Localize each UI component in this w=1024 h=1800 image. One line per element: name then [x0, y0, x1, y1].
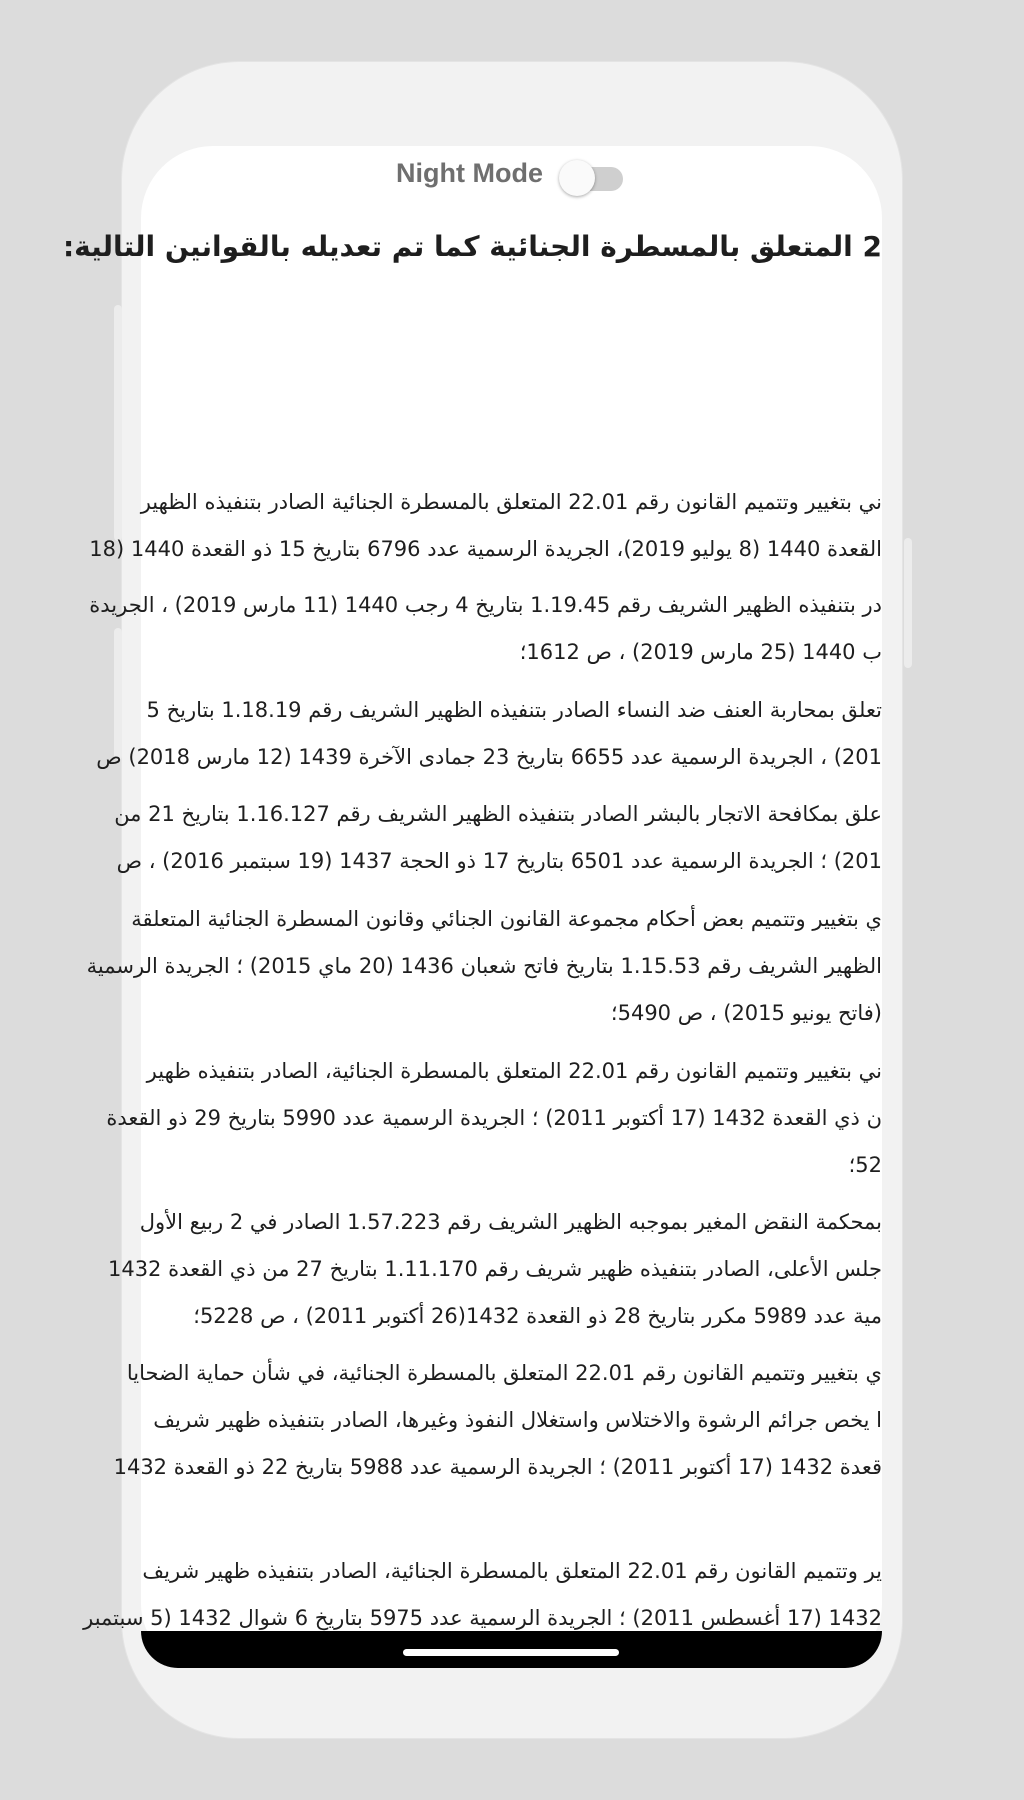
paragraph-line: مية عدد 5989 مكرر بتاريخ 28 ذو القعدة 1432(26 أكتوبر 2011) ، ص 5228؛	[193, 1304, 882, 1328]
article-paragraph	[82, 1350, 882, 1491]
paragraph-line: ي بتغيير وتتميم القانون رقم 22.01 المتعلق بالمسطرة الجنائية، في شأن حماية الضحايا	[126, 1361, 882, 1385]
paragraph-line: ب 1440 (25 مارس 2019) ، ص 1612؛	[519, 640, 882, 664]
paragraph-line: جلس الأعلى، الصادر بتنفيذه ظهير شريف رقم 1.11.170 بتاريخ 27 من ذي القعدة 1432	[107, 1257, 882, 1281]
article-paragraph	[82, 1199, 882, 1340]
phone-side-button	[904, 538, 912, 668]
paragraph-line: ا يخص جرائم الرشوة والاختلاس واستغلال النفوذ وغيرها، الصادر بتنفيذه ظهير شريف	[153, 1408, 882, 1432]
article-paragraph	[82, 582, 882, 676]
paragraph-line: 52؛	[848, 1153, 882, 1177]
paragraph-line: الظهير الشريف رقم 1.15.53 بتاريخ فاتح شعبان 1436 (20 ماي 2015) ؛ الجريدة الرسمية	[86, 954, 882, 978]
paragraph-line: بمحكمة النقض المغير بموجبه الظهير الشريف رقم 1.57.223 الصادر في 2 ربيع الأول	[139, 1210, 882, 1234]
navigation-bar	[141, 1631, 882, 1668]
paragraph-line: علق بمكافحة الاتجار بالبشر الصادر بتنفيذه الظهير الشريف رقم 1.16.127 بتاريخ 21 من	[114, 802, 882, 826]
article-heading: 2 المتعلق بالمسطرة الجنائية كما تم تعديله بالقوانين التالية:	[62, 230, 882, 263]
toggle-thumb	[559, 160, 595, 196]
night-mode-toggle[interactable]	[559, 158, 625, 198]
article-paragraph	[82, 896, 882, 1037]
app-screen	[62, 146, 882, 1668]
top-bar	[141, 146, 882, 202]
paragraph-line: قعدة 1432 (17 أكتوبر 2011) ؛ الجريدة الرسمية عدد 5988 بتاريخ 22 ذو القعدة 1432	[113, 1455, 882, 1479]
night-mode-label: Night Mode	[396, 158, 543, 188]
article-paragraph	[82, 687, 882, 781]
paragraph-line: تعلق بمحاربة العنف ضد النساء الصادر بتنفيذه الظهير الشريف رقم 1.18.19 بتاريخ 5	[146, 698, 882, 722]
paragraph-line: در بتنفيذه الظهير الشريف رقم 1.19.45 بتاريخ 4 رجب 1440 (11 مارس 2019) ، الجريدة	[89, 593, 882, 617]
article-paragraph	[82, 1548, 882, 1642]
paragraph-line: ن ذي القعدة 1432 (17 أكتوبر 2011) ؛ الجريدة الرسمية عدد 5990 بتاريخ 29 ذو القعدة	[106, 1106, 882, 1130]
article-paragraph	[82, 479, 882, 573]
article-paragraph	[82, 791, 882, 885]
paragraph-line: ني بتغيير وتتميم القانون رقم 22.01 المتعلق بالمسطرة الجنائية الصادر بتنفيذه الظهير	[140, 490, 882, 514]
paragraph-line: 1432 (17 أغسطس 2011) ؛ الجريدة الرسمية عدد 5975 بتاريخ 6 شوال 1432 (5 سبتمبر	[83, 1606, 882, 1630]
paragraph-line: ير وتتميم القانون رقم 22.01 المتعلق بالمسطرة الجنائية، الصادر بتنفيذه ظهير شريف	[142, 1559, 882, 1583]
paragraph-line: ي بتغيير وتتميم بعض أحكام مجموعة القانون الجنائي وقانون المسطرة الجنائية المتعلقة	[131, 907, 882, 931]
paragraph-line: (فاتح يونيو 2015) ، ص 5490؛	[610, 1001, 882, 1025]
paragraph-line: القعدة 1440 (8 يوليو 2019)، الجريدة الرسمية عدد 6796 بتاريخ 15 ذو القعدة 1440 (18	[89, 537, 882, 561]
paragraph-line: 201) ، الجريدة الرسمية عدد 6655 بتاريخ 23 جمادى الآخرة 1439 (12 مارس 2018) ص	[96, 745, 882, 769]
paragraph-line: ني بتغيير وتتميم القانون رقم 22.01 المتعلق بالمسطرة الجنائية، الصادر بتنفيذه ظهير	[146, 1059, 882, 1083]
home-indicator[interactable]	[403, 1649, 619, 1656]
article-paragraph	[82, 1048, 882, 1189]
paragraph-line: 201) ؛ الجريدة الرسمية عدد 6501 بتاريخ 17 ذو الحجة 1437 (19 سبتمبر 2016) ، ص	[116, 849, 882, 873]
